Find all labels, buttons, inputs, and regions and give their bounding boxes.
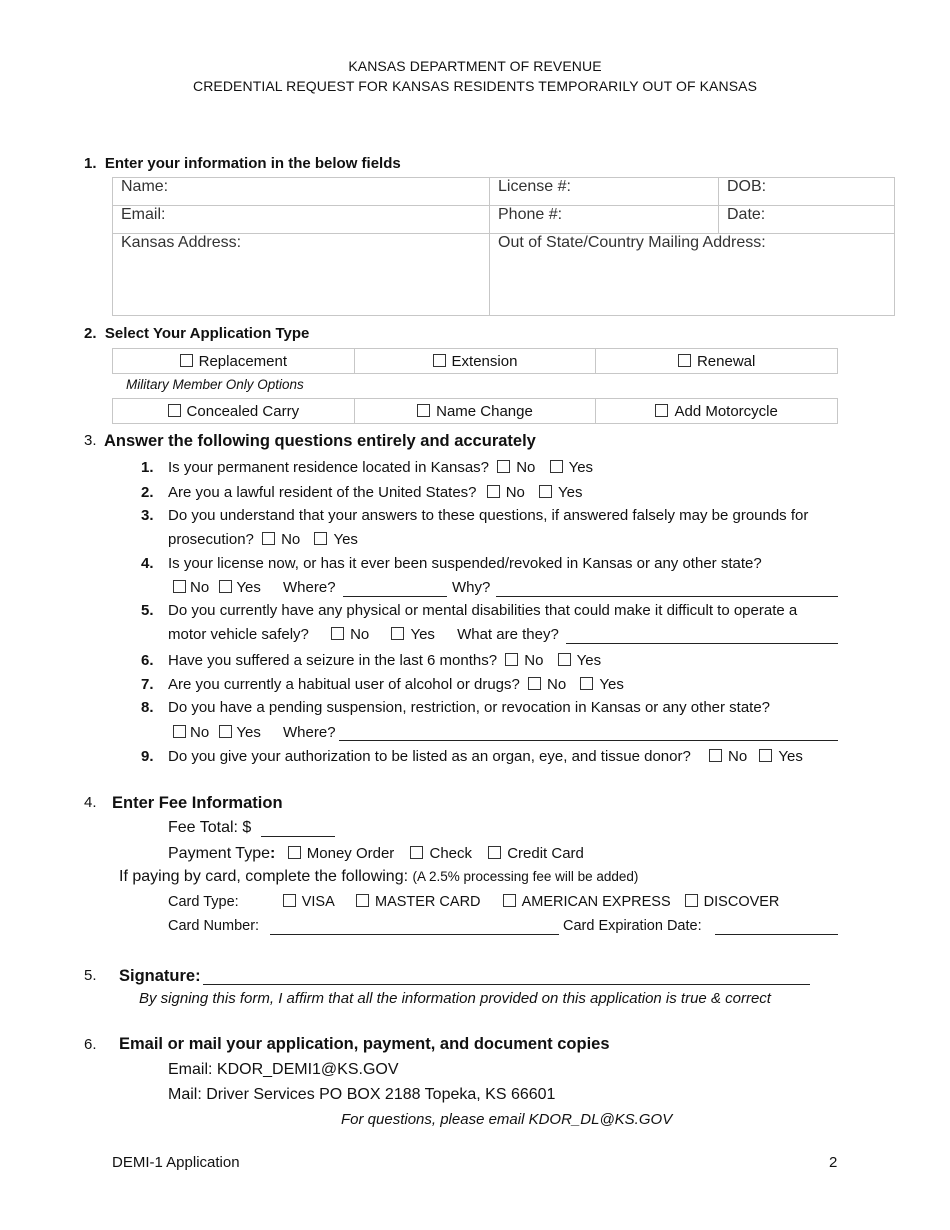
no-label: No xyxy=(728,748,748,765)
yes-label: Yes xyxy=(410,626,435,643)
yes-label: Yes xyxy=(236,724,261,741)
amex-checkbox[interactable] xyxy=(503,894,516,907)
checkbox-icon[interactable] xyxy=(678,354,691,367)
section-6-number: 6. xyxy=(84,1036,97,1053)
no-label: No xyxy=(505,484,525,501)
yes-checkbox[interactable] xyxy=(391,627,404,640)
military-options-label: Military Member Only Options xyxy=(126,377,304,392)
fee-total-label: Fee Total: $ xyxy=(168,819,252,836)
yes-checkbox[interactable] xyxy=(550,460,563,473)
option-add-motorcycle[interactable] xyxy=(596,399,838,424)
no-label: No xyxy=(190,579,210,596)
why-label: Why? xyxy=(452,579,491,596)
signature-label: Signature: xyxy=(119,967,201,985)
form-title: CREDENTIAL REQUEST FOR KANSAS RESIDENTS TEMPORARILY OUT OF KANSAS xyxy=(192,78,758,94)
card-expiration-input[interactable] xyxy=(715,934,838,935)
signature-input[interactable] xyxy=(203,984,810,985)
agency-title: KANSAS DEPARTMENT OF REVENUE xyxy=(348,58,602,74)
payment-type-row xyxy=(168,845,584,863)
yes-checkbox[interactable] xyxy=(314,532,327,545)
amex-label: AMERICAN EXPRESS xyxy=(521,894,671,910)
no-checkbox[interactable] xyxy=(487,485,500,498)
pending-where-input[interactable] xyxy=(339,740,838,741)
license-label: License #: xyxy=(498,178,571,195)
mastercard-label: MASTER CARD xyxy=(374,894,481,910)
yes-checkbox[interactable] xyxy=(219,725,232,738)
affirmation-text: By signing this form, I affirm that all the information provided on this application is true & correct xyxy=(139,990,771,1007)
yes-label: Yes xyxy=(568,459,594,476)
no-label: No xyxy=(547,676,567,693)
question-4-line2 xyxy=(173,579,336,596)
check-checkbox[interactable] xyxy=(410,846,423,859)
no-checkbox[interactable] xyxy=(262,532,275,545)
fee-total-input[interactable] xyxy=(261,836,335,837)
no-checkbox[interactable] xyxy=(173,725,186,738)
card-intro-text: If paying by card, complete the following: xyxy=(119,868,409,885)
license-field[interactable] xyxy=(490,178,719,206)
section-2-heading xyxy=(84,325,309,342)
question-7-text: Are you currently a habitual user of alcohol or drugs? xyxy=(168,676,520,693)
no-label: No xyxy=(190,724,210,741)
section-3-number: 3. xyxy=(84,432,97,449)
question-6-text: Have you suffered a seizure in the last 6 months? xyxy=(168,652,498,669)
section-1-title: Enter your information in the below fields xyxy=(104,155,401,172)
yes-checkbox[interactable] xyxy=(759,749,772,762)
checkbox-icon[interactable] xyxy=(655,404,668,417)
option-label: Concealed Carry xyxy=(186,402,300,420)
question-3-number: 3. xyxy=(141,507,154,524)
no-checkbox[interactable] xyxy=(173,580,186,593)
checkbox-icon[interactable] xyxy=(417,404,430,417)
kansas-address-label: Kansas Address: xyxy=(121,234,242,251)
option-extension[interactable] xyxy=(354,349,596,374)
no-checkbox[interactable] xyxy=(331,627,344,640)
card-expiration-label: Card Expiration Date: xyxy=(563,918,702,934)
disability-input[interactable] xyxy=(566,643,838,644)
question-2 xyxy=(168,484,583,501)
phone-label: Phone #: xyxy=(498,206,563,223)
question-2-number: 2. xyxy=(141,484,154,501)
question-7 xyxy=(168,676,624,693)
no-label: No xyxy=(524,652,544,669)
checkbox-icon[interactable] xyxy=(433,354,446,367)
footer-form-name: DEMI-1 Application xyxy=(112,1154,240,1171)
no-label: No xyxy=(281,531,301,548)
name-label: Name: xyxy=(121,178,169,195)
section-5-number: 5. xyxy=(84,967,97,984)
why-input[interactable] xyxy=(496,596,838,597)
card-instructions xyxy=(119,868,638,886)
section-1-heading xyxy=(84,155,401,172)
mastercard-checkbox[interactable] xyxy=(356,894,369,907)
question-6-number: 6. xyxy=(141,652,154,669)
question-2-text: Are you a lawful resident of the United States? xyxy=(168,484,477,501)
option-concealed-carry[interactable] xyxy=(113,399,355,424)
yes-label: Yes xyxy=(778,748,803,765)
question-3-text: Do you understand that your answers to these questions, if answered falsely may be grounds for xyxy=(168,507,809,524)
yes-label: Yes xyxy=(576,652,602,669)
section-2-title: Select Your Application Type xyxy=(104,325,310,342)
option-label: Extension xyxy=(451,352,518,370)
section-1-number: 1. xyxy=(84,155,97,172)
kansas-address-field[interactable] xyxy=(113,234,490,316)
phone-field[interactable] xyxy=(490,206,719,234)
check-label: Check xyxy=(429,845,473,862)
info-table xyxy=(112,177,895,316)
out-of-state-address-field[interactable] xyxy=(490,234,895,316)
question-8-text: Do you have a pending suspension, restriction, or revocation in Kansas or any other state? xyxy=(168,699,771,716)
date-field[interactable] xyxy=(719,206,895,234)
option-name-change[interactable] xyxy=(354,399,596,424)
dob-field[interactable] xyxy=(719,178,895,206)
card-type-label: Card Type: xyxy=(168,894,239,910)
credit-card-checkbox[interactable] xyxy=(488,846,501,859)
no-checkbox[interactable] xyxy=(497,460,510,473)
payment-type-colon: : xyxy=(269,845,276,862)
yes-label: Yes xyxy=(558,484,583,501)
section-6-title: Email or mail your application, payment, and document copies xyxy=(119,1035,610,1053)
date-label: Date: xyxy=(727,206,766,223)
question-5-line2 xyxy=(168,626,559,643)
yes-checkbox[interactable] xyxy=(580,677,593,690)
section-2-number: 2. xyxy=(84,325,97,342)
yes-label: Yes xyxy=(599,676,624,693)
question-4-number: 4. xyxy=(141,555,154,572)
question-5-text2: motor vehicle safely? xyxy=(168,626,309,643)
question-3-text2: prosecution? xyxy=(168,531,254,548)
dob-label: DOB: xyxy=(727,178,767,195)
question-1 xyxy=(168,459,593,476)
page-number: 2 xyxy=(829,1154,838,1171)
where-input[interactable] xyxy=(343,596,447,597)
question-1-number: 1. xyxy=(141,459,154,476)
yes-checkbox[interactable] xyxy=(219,580,232,593)
visa-label: VISA xyxy=(301,894,334,910)
money-order-label: Money Order xyxy=(306,845,395,862)
where-label: Where? xyxy=(283,724,336,741)
question-1-text: Is your permanent residence located in Kansas? xyxy=(168,459,490,476)
no-label: No xyxy=(516,459,536,476)
yes-label: Yes xyxy=(236,579,261,596)
discover-label: DISCOVER xyxy=(703,894,780,910)
section-3-title: Answer the following questions entirely and accurately xyxy=(104,432,536,450)
question-7-number: 7. xyxy=(141,676,154,693)
discover-checkbox[interactable] xyxy=(685,894,698,907)
option-label: Name Change xyxy=(436,402,533,420)
no-checkbox[interactable] xyxy=(709,749,722,762)
credit-card-label: Credit Card xyxy=(507,845,584,862)
submit-mail: Mail: Driver Services PO BOX 2188 Topeka, KS 66601 xyxy=(168,1086,556,1103)
question-8-number: 8. xyxy=(141,699,154,716)
card-fee-note: (A 2.5% processing fee will be added) xyxy=(412,869,639,884)
question-3-line2 xyxy=(168,531,358,548)
application-type-table xyxy=(112,348,838,374)
card-number-input[interactable] xyxy=(270,934,559,935)
out-of-state-address-label: Out of State/Country Mailing Address: xyxy=(498,234,766,251)
card-number-label: Card Number: xyxy=(168,918,260,934)
option-label: Replacement xyxy=(198,352,288,370)
yes-label: Yes xyxy=(333,531,358,548)
section-4-title: Enter Fee Information xyxy=(112,794,283,812)
yes-checkbox[interactable] xyxy=(558,653,571,666)
option-replacement[interactable] xyxy=(113,349,355,374)
what-label: What are they? xyxy=(457,626,559,643)
question-5-number: 5. xyxy=(141,602,154,619)
no-checkbox[interactable] xyxy=(528,677,541,690)
military-options-table xyxy=(112,398,838,424)
option-renewal[interactable] xyxy=(596,349,838,374)
option-label: Add Motorcycle xyxy=(674,402,778,420)
question-9-text: Do you give your authorization to be listed as an organ, eye, and tissue donor? xyxy=(168,748,691,765)
yes-checkbox[interactable] xyxy=(539,485,552,498)
question-9-number: 9. xyxy=(141,748,154,765)
money-order-checkbox[interactable] xyxy=(288,846,301,859)
option-label: Renewal xyxy=(696,352,756,370)
visa-checkbox[interactable] xyxy=(283,894,296,907)
submit-email: Email: KDOR_DEMI1@KS.GOV xyxy=(168,1061,399,1078)
no-label: No xyxy=(350,626,370,643)
question-5-text: Do you currently have any physical or mental disabilities that could make it difficult to operate a xyxy=(168,602,798,619)
no-checkbox[interactable] xyxy=(505,653,518,666)
question-4-text: Is your license now, or has it ever been suspended/revoked in Kansas or any other state? xyxy=(168,555,762,572)
card-type-row xyxy=(168,894,779,910)
where-label: Where? xyxy=(283,579,336,596)
checkbox-icon[interactable] xyxy=(180,354,193,367)
checkbox-icon[interactable] xyxy=(168,404,181,417)
question-6 xyxy=(168,652,601,669)
email-label: Email: xyxy=(121,206,166,223)
payment-type-label: Payment Type xyxy=(168,845,270,862)
questions-contact: For questions, please email KDOR_DL@KS.GOV xyxy=(341,1111,673,1128)
email-field[interactable] xyxy=(113,206,490,234)
section-4-number: 4. xyxy=(84,794,97,811)
question-8-line2 xyxy=(173,724,336,741)
name-field[interactable] xyxy=(113,178,490,206)
question-9 xyxy=(168,748,803,765)
